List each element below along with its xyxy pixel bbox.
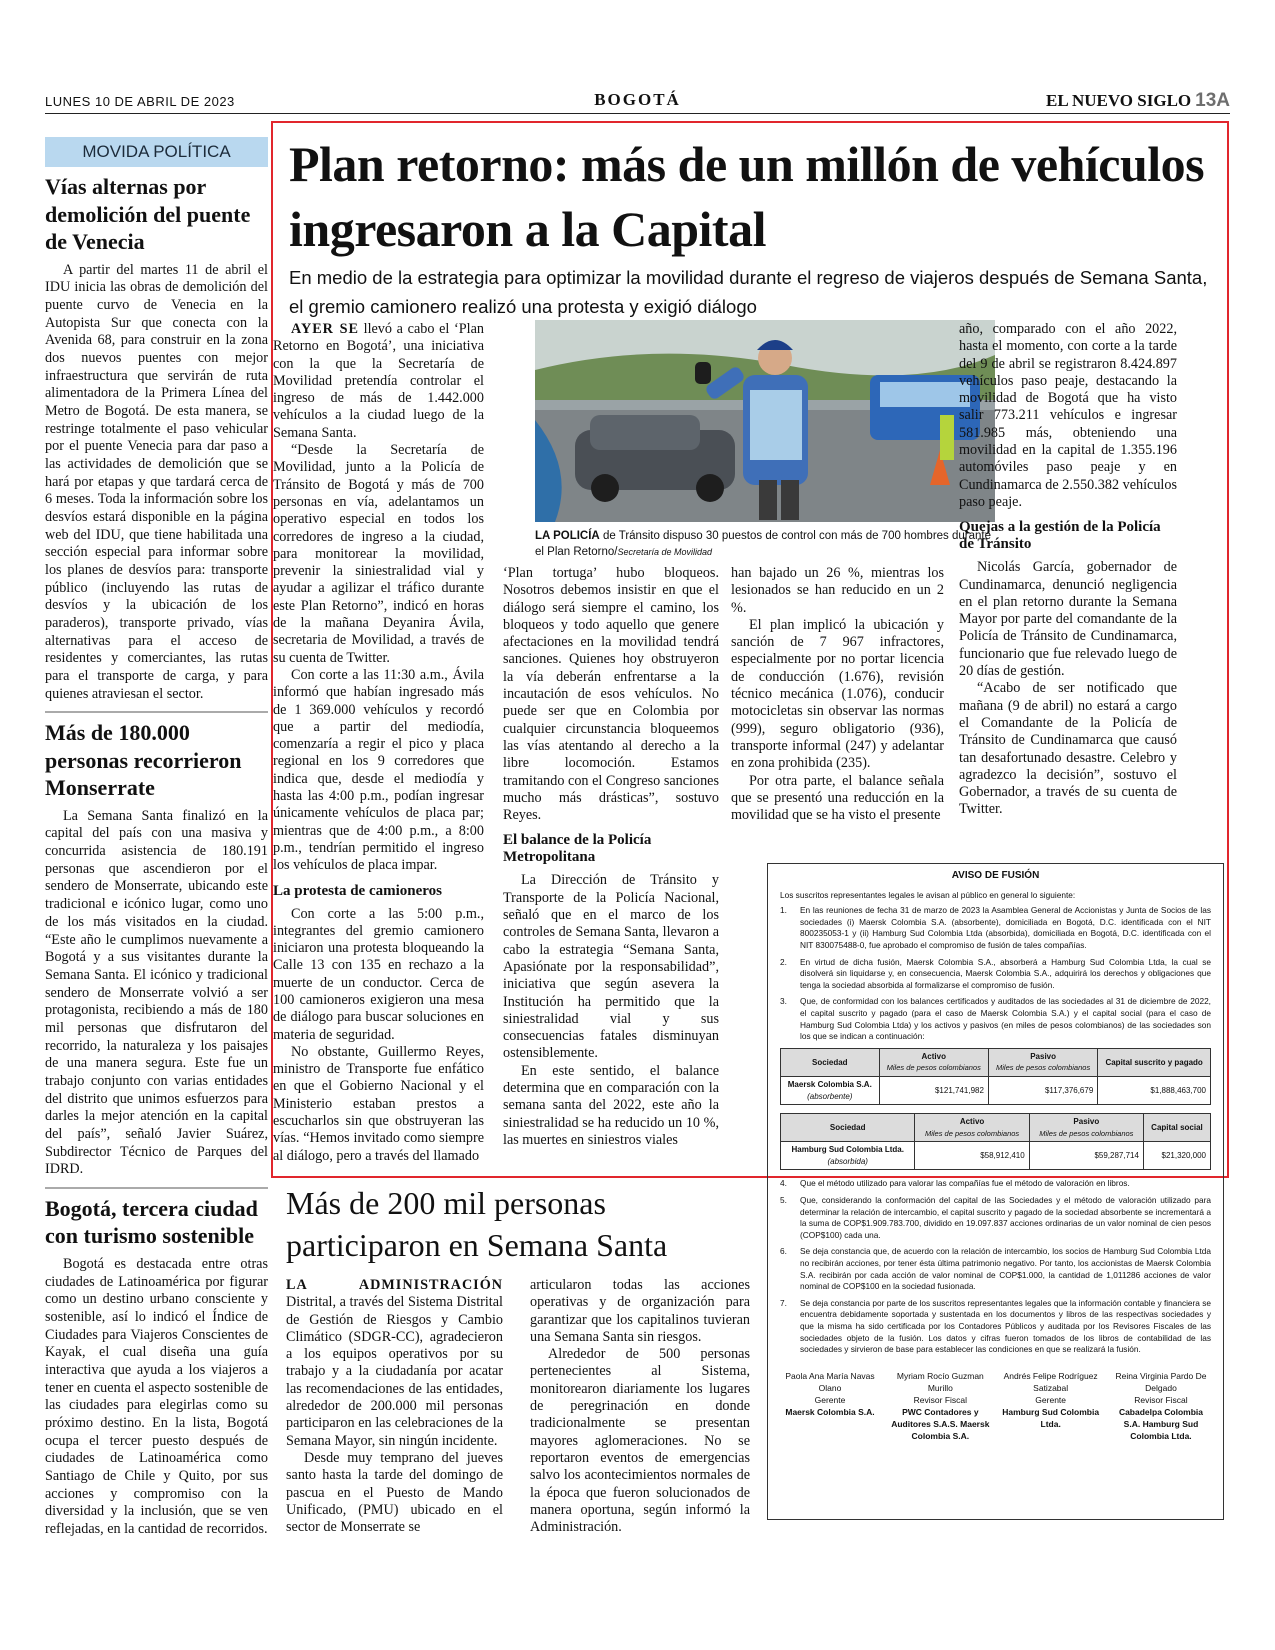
item-text: En las reuniones de fecha 31 de marzo de 2023 la Asamblea General de Accionistas y Junta de Socios de las sociedades (i) Maersk Colombia S.A. (absorbente), domiciliada en Bogotá, D.C. identificada con el NIT 800235053-1 y (ii) Hamburg Sud Colombia Ltda (absorbida), domiciliada en Bogotá, D.C. identificada con el NIT 830075488-0, fue aprobado el compromiso de fusión de tales compañías.: [800, 905, 1211, 950]
column-header: Pasivo Miles de pesos colombianos: [988, 1048, 1097, 1076]
paragraph: No obstante, Guillermo Reyes, ministro de Transporte fue enfático en que el Gobierno Nacional y el Ministerio estaban prestos a escucharlos sin que obstruyeran las vías. “Hemos invitado como siempre al diálogo, pero a través del llamado: [273, 1043, 484, 1164]
table-cell: $1,888,463,700: [1098, 1076, 1211, 1104]
paragraph: El plan implicó la ubicación y sanción de 7 967 infractores, especialmente por no portar licencia de conducción (1.676), revisión técnico mecánica (1.076), conducir motocicletas sin observar las normas (999), seguro obligatorio (936), transporte informal (247) y adelantar en zona prohibida (235).: [731, 616, 944, 772]
item-text: Se deja constancia por parte de los suscritos representantes legales que la información contable y financiera se encuentra debidamente soportada y sustentada en los documentos y libros de las respectivas sociedades y que la misma ha sido certificada por los Contadores Públicos y auditada por los Revisores Fiscales de las sociedades objeto de la fusión. Los datos y cifras fueron tomados de los libros de contabilidad de las sociedades y sirvieron de base para establecer las condiciones en que se realizará la fusión.: [800, 1297, 1211, 1355]
subheading: Quejas a la gestión de la Policía de Tránsito: [959, 519, 1161, 553]
sidebar-story-3-title: Bogotá, tercera ciudad con turismo sostenible: [45, 1195, 258, 1249]
item-number: 3.: [780, 996, 787, 1007]
signature: Myriam Rocío Guzman Murillo Revisor Fiscal PWC Contadores y Auditores S.A.S. Maersk Colombia S.A.: [891, 1370, 990, 1441]
lead-cap: AYER SE: [291, 321, 359, 337]
paragraph: Con corte a las 5:00 p.m., integrantes del gremio camionero iniciaron una protesta bloqueando la Calle 13 con 135 en rechazo a la muerte de un conductor. Cerca de 100 camioneros exigieron una mesa de diálogo para buscar soluciones en materia de seguridad.: [273, 905, 484, 1043]
signature: Paola Ana María Navas Olano Gerente Maersk Colombia S.A.: [785, 1370, 875, 1417]
subheading: El balance de la Policía Metropolitana: [503, 832, 652, 866]
feature-headline: Plan retorno: más de un millón de vehículos ingresaron a la Capital: [289, 136, 1205, 257]
balance-table-maersk: [780, 1048, 1211, 1105]
table-row: [781, 1076, 1211, 1104]
table-cell: $117,376,679: [988, 1076, 1097, 1104]
table-cell: $59,287,714: [1029, 1142, 1143, 1170]
bottom-story-column-1: [286, 1277, 503, 1536]
bottom-story-column-2: [530, 1277, 750, 1536]
item-text: Que, de conformidad con los balances certificados y auditados de las sociedades al 31 de diciembre de 2022, el capital suscrito y pagado (para el caso de Maersk Colombia S.A.) y el capital social (para el caso de Hamburg Sud Colombia Ltda) y los activos y pasivos (en miles de pesos colombianos) de las sociedades son los que se indican a continuación:: [800, 996, 1211, 1042]
notice-item: [780, 1178, 1211, 1190]
feature-column-2: [503, 565, 719, 1149]
table-cell: Maersk Colombia S.A. (absorbente): [781, 1076, 880, 1104]
balance-table-hamburg: [780, 1113, 1211, 1170]
paragraph: Nicolás García, gobernador de Cundinamarca, denunció negligencia en el plan retorno durante la Semana Mayor por parte del comandante de la Policía de Tránsito de Cundinamarca, funcionario que fue relevado luego de 20 días de gestión.: [959, 559, 1177, 680]
paragraph: “Desde la Secretaría de Movilidad, junto a la Policía de Tránsito de Bogotá y más de 700 personas en vía, adelantamos un operativo especial en todos los corredores de ingreso a la ciudad, para monitorear la movilidad, prevenir la siniestralidad vial y ayudar a agilizar el tráfico durante este Plan Retorno”, indicó en horas de la mañana Deyanira Ávila, secretaria de Movilidad, a través de su cuenta de Twitter.: [273, 442, 484, 666]
feature-column-4: [959, 321, 1177, 819]
paragraph: articularon todas las acciones operativas y de organización para garantizar que los capitalinos tuvieran una Semana Santa sin riesgos.: [530, 1277, 750, 1345]
sidebar-column: [45, 137, 268, 1539]
notice-item: [780, 1246, 1211, 1292]
item-text: Que el método utilizado para valorar las compañías fue el método de valoración en libros.: [800, 1178, 1130, 1189]
sidebar-story-1-body: A partir del martes 11 de abril el IDU inicia las obras de demolición del puente curvo de Venecia en la Autopista Sur que conecta con la Avenida 68, para construir en la zona dos nuevos puentes con mejor infraestructura que servirán de ruta alimentadora de la Primera Línea del Metro de Bogotá. De esta manera, se restringe totalmente el paso vehicular por el puente Venecia para dar paso a las actividades de demolición que se hará por etapas y que tardará cerca de 6 meses. Toda la información sobre los desvíos estará disponible en la página web del IDU, que tiene habilitada una sección especial para informar sobre los planes de desvíos para: transporte público (incluyendo las rutas de desvíos y la ubicación de los paraderos), transporte privado, vías alternativas para el acceso de residentes y comerciantes, las rutas para el transporte de carga, y para quienes atraviesan el sector.: [45, 261, 268, 702]
signature: Reina Virginia Pardo De Delgado Revisor Fiscal Cabadelpa Colombia S.A. Hamburg Sud Colombia Ltda.: [1115, 1370, 1207, 1441]
notice-item: [780, 905, 1211, 951]
notice-item: [780, 996, 1211, 1042]
paragraph: Distrital, a través del Sistema Distrital de Gestión de Riesgos y Cambio Climático (SDGR-CC), agradecieron a los equipos operativos por su trabajo y a la ciudadanía por acatar las recomendaciones de las entidades, alrededor de 200.000 mil personas participaron en las celebraciones de la Semana Mayor, sin ningún incidente.: [286, 1294, 503, 1449]
item-number: 4.: [780, 1178, 787, 1189]
bottom-story-headline: Más de 200 mil personas participaron en Semana Santa: [286, 1185, 668, 1263]
traffic-police-photo: [535, 320, 995, 522]
paragraph: Por otra parte, el balance señala que se presentó una reducción en la movilidad que se ha visto el presente: [731, 772, 944, 824]
table-cell: $58,912,410: [915, 1142, 1029, 1170]
divider: [45, 711, 268, 713]
table-row: [781, 1142, 1211, 1170]
notice-intro: Los suscritos representantes legales le avisan al público en general lo siguiente:: [780, 889, 1076, 900]
column-header: Sociedad: [781, 1114, 915, 1142]
sidebar-story-2-body: La Semana Santa finalizó en la capital del país con una masiva y concurrida asistencia de 180.191 personas que ascendieron por el sendero de Monserrate, ubicando este tradicional e icónico lugar, como uno de los más visitados en la ciudad. “Este año le cumplimos nuevamente a Bogotá y a sus visitantes durante la Semana Santa. El icónico y tradicional sendero de Monserrate volvió a ser protagonista, recibiendo a más de 180 mil personas que disfrutaron del recorrido, la naturaleza y los paisajes de una manera segura. Este fue un trabajo conjunto con varias entidades del distrito que unimos esfuerzos para darles la mejor atención en la capital del país”, señaló Javier Suárez, Subdirector Técnico de Parques del IDRD.: [45, 807, 268, 1178]
column-header: Capital suscrito y pagado: [1098, 1048, 1211, 1076]
sidebar-story-3-body: Bogotá es destacada entre otras ciudades de Latinoamérica por figurar como un destino urbano consciente y sostenible, así lo indicó el Índice de Ciudades para Viajeros Conscientes de Kayak, el cual diseña una guía interactiva que ayuda a los viajeros a tener en cuenta el aspecto sostenible de las ciudades para elegirlas como su próximo destino. En la lista, Bogotá ocupa el tercer puesto después de ciudades de Latinoamérica como Santiago de Chile y Quito, por sus acciones y compromiso con la diversidad y la inclusión, que se ven reflejadas, en la cantidad de recorridos.: [45, 1255, 268, 1537]
item-number: 1.: [780, 905, 787, 916]
column-header: Activo Miles de pesos colombianos: [879, 1048, 988, 1076]
item-text: En virtud de dicha fusión, Maersk Colombia S.A., absorberá a Hamburg Sud Colombia Ltda, la cual se disolverá sin liquidarse y, en consecuencia, Maersk Colombia S.A., adquirirá los derechos y obligaciones que tenga la sociedad absorbida al formalizarse el compromiso de fusión.: [800, 956, 1211, 990]
photo-illustration: [535, 320, 995, 522]
item-number: 5.: [780, 1195, 787, 1206]
notice-item: [780, 1195, 1211, 1241]
paragraph: La Dirección de Tránsito y Transporte de la Policía Nacional, señaló que en el marco de los controles de Semana Santa, llevaron a cabo la estrategia “Semana Santa, Apasiónate por la responsabilidad”, iniciativa que según asevera la Institución ha permitido que la siniestralidad vial y sus consecuencias fatales disminuyan ostensiblemente.: [503, 872, 719, 1062]
divider: [45, 1187, 268, 1189]
feature-subhead: En medio de la estrategia para optimizar la movilidad durante el regreso de viajeros después de Semana Santa, el gremio camionero realizó una protesta y exigió diálogo: [289, 267, 1208, 317]
item-number: 6.: [780, 1246, 787, 1257]
feature-column-3: [731, 565, 944, 824]
section-kicker: MOVIDA POLÍTICA: [45, 137, 268, 167]
sidebar-story-2-title: Más de 180.000 personas recorrieron Monserrate: [45, 720, 242, 801]
table-cell: $121,741,982: [879, 1076, 988, 1104]
notice-item: [780, 1298, 1211, 1356]
paragraph: Con corte a las 11:30 a.m., Ávila informó que habían ingresado más de 1 369.000 vehículos y recordó que a partir del mediodía, comenzaría a regir el pico y placa regional en los 9 corredores que indica que, desde el mediodía y hasta las 4:00 p.m., podían ingresar únicamente vehículos de placa par; mientras que de 4:00 p.m., a 8:00 p.m., tendrían permitido el ingreso los vehículos de placa impar.: [273, 666, 484, 874]
merger-notice: [767, 863, 1224, 1520]
paragraph: ‘Plan tortuga’ hubo bloqueos. Nosotros debemos insistir en que el diálogo será siempre el camino, los bloqueos y todo aquello que genere afectaciones en la movilidad tendrá sanciones. Quienes hoy obstruyeron la vía deberán enfrentarse a la incautación de esos vehículos. No puede ser que en Colombia por cualquier circunstancia bloqueemos las vías atentando al derecho a la libre locomoción. Estamos tramitando con el Congreso sanciones mucho más drásticas”, sostuvo Reyes.: [503, 565, 719, 824]
photo-credit: Secretaría de Movilidad: [617, 547, 713, 557]
paragraph: En este sentido, el balance determina que en comparación con la semana santa del 2022, este año la siniestralidad se ha reducido un 10 %, las muertes en siniestros viales: [503, 1062, 719, 1148]
masthead-brand: [1046, 90, 1230, 112]
table-cell: $21,320,000: [1143, 1142, 1210, 1170]
header-rule: [45, 113, 1230, 114]
page-date: LUNES 10 DE ABRIL DE 2023: [45, 94, 235, 109]
notice-title: AVISO DE FUSIÓN: [951, 870, 1040, 881]
signature-block: [780, 1370, 1211, 1442]
item-text: Que, considerando la conformación del capital de las Sociedades y el método de valoración utilizado para determinar la relación de intercambio, el capital suscrito y pagado de la sociedad absorbente se incrementará a la suma de COP$1.909.783.700, dividido en 19.097.837 acciones ordinarias de un valor nominal de cien pesos (COP$100) cada una.: [800, 1195, 1211, 1240]
signature: Andrés Felipe Rodríguez Satizabal Gerente Hamburg Sud Colombia Ltda.: [1002, 1370, 1100, 1429]
paragraph: Alrededor de 500 personas pertenecientes al Sistema, monitorearon diariamente los lugares de peregrinación en donde tradicionalmente se presentan mayores aglomeraciones. No se reportaron eventos de emergencias salvo los acontecimientos normales de la época que fueron solucionados de manera oportuna, según informó la Administración.: [530, 1346, 750, 1536]
caption-text: de Tránsito dispuso 30 puestos de control con más de 700 hombres durante el Plan Retorno/: [535, 530, 991, 558]
paragraph: llevó a cabo el ‘Plan Retorno en Bogotá’, una iniciativa con la que la Secretaría de Movilidad pretendía controlar el ingreso de más de 1.442.000 vehículos a la ciudad luego de la Semana Santa.: [273, 321, 484, 441]
section-title: BOGOTÁ: [594, 90, 681, 109]
column-header: Capital social: [1143, 1114, 1210, 1142]
paragraph: “Acabo de ser notificado que mañana (9 de abril) no estará a cargo el Comandante de la Policía de Tránsito de Cundinamarca que causó tan desafortunado desastre. Celebro y agradezco la decisión”, sostuvo el Gobernador, a través de su cuenta de Twitter.: [959, 680, 1177, 818]
item-text: Se deja constancia que, de acuerdo con la relación de intercambio, los socios de Hamburg Sud Colombia Ltda no recibirán acciones, por tener ésta última patrimonio negativo. Por tanto, los accionistas de Maersk Colombia S.A. recibirán por cada acción de valor nominal de COP$1.000, la cantidad de 1,011286 acciones de valor nominal de COP$100 en la sociedad fusionada.: [800, 1246, 1211, 1292]
paragraph: han bajado un 26 %, mientras los lesionados se han reducido en un 2 %.: [731, 565, 944, 616]
notice-item: [780, 957, 1211, 992]
lead-cap: LA ADMINISTRACIÓN: [286, 1277, 503, 1293]
subheading: La protesta de camioneros: [273, 882, 443, 899]
paragraph: Desde muy temprano del jueves santo hasta la tarde del domingo de pascua en el Puesto de Mando Unificado, (PMU) ubicado en el sector de Monserrate se: [286, 1449, 503, 1536]
item-number: 7.: [780, 1297, 787, 1308]
caption-lead: LA POLICÍA: [535, 530, 600, 542]
sidebar-story-1-title: Vías alternas por demolición del puente de Venecia: [45, 174, 251, 254]
paragraph: año, comparado con el año 2022, hasta el momento, con corte a la tarde del 9 de abril se registraron 8.424.897 vehículos paso peaje, destacando la movilidad de Bogotá que ha visto salir 773.211 vehículos e ingresar 581.985 más, obteniendo una movilidad en la capital de 1.355.196 automóviles paso peaje y en Cundinamarca de 2.550.382 vehículos paso peaje.: [959, 321, 1177, 510]
feature-column-1: [273, 321, 484, 1165]
column-header: Pasivo Miles de pesos colombianos: [1029, 1114, 1143, 1142]
column-header: Activo Miles de pesos colombianos: [915, 1114, 1029, 1142]
brand-name: EL NUEVO SIGLO: [1045, 91, 1192, 110]
item-number: 2.: [780, 956, 787, 967]
photo-caption: [535, 528, 995, 560]
column-header: Sociedad: [781, 1048, 880, 1076]
page-number: 13A: [1195, 90, 1230, 111]
table-cell: Hamburg Sud Colombia Ltda. (absorbida): [781, 1142, 915, 1170]
